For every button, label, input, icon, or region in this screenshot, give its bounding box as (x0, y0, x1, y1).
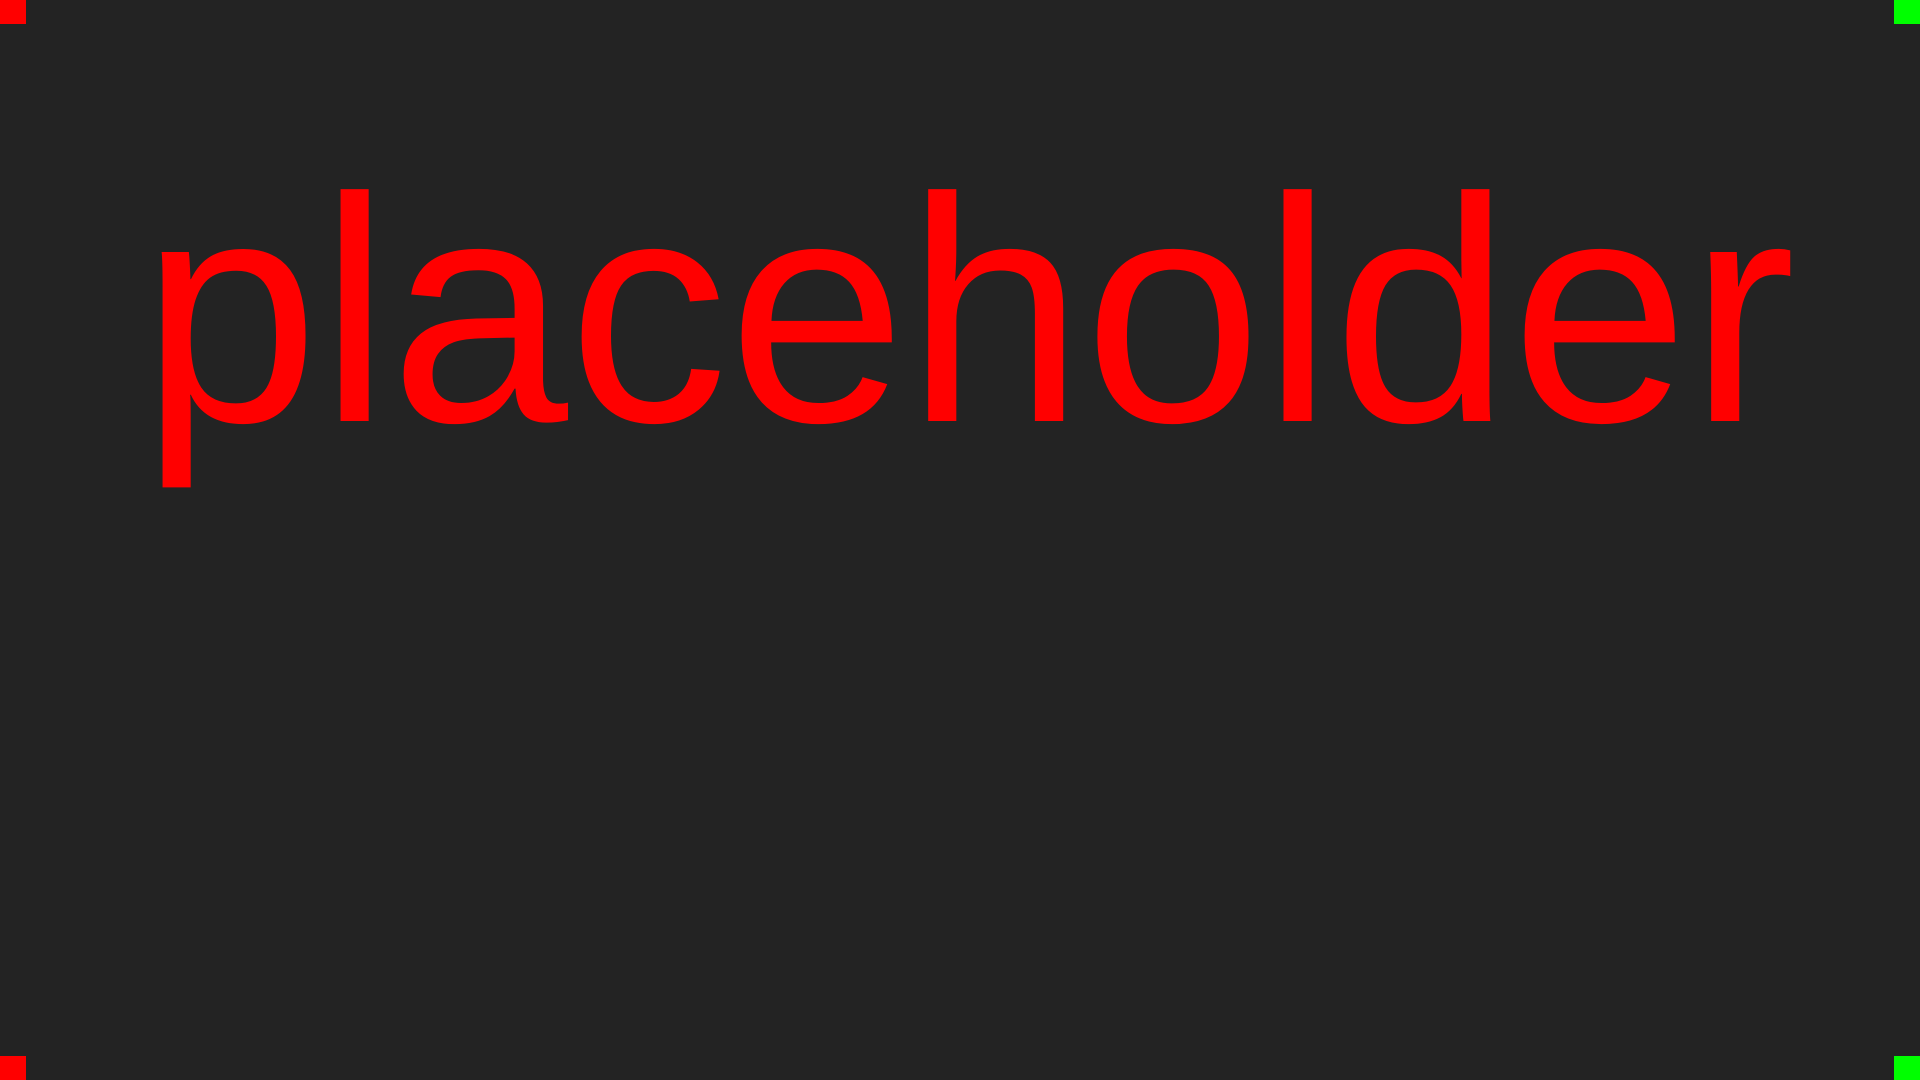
placeholder-text: placeholder (141, 131, 1796, 489)
corner-marker-bottom-right (1894, 1056, 1920, 1080)
corner-marker-bottom-left (0, 1056, 26, 1080)
corner-marker-top-right (1894, 0, 1920, 24)
corner-marker-top-left (0, 0, 26, 24)
